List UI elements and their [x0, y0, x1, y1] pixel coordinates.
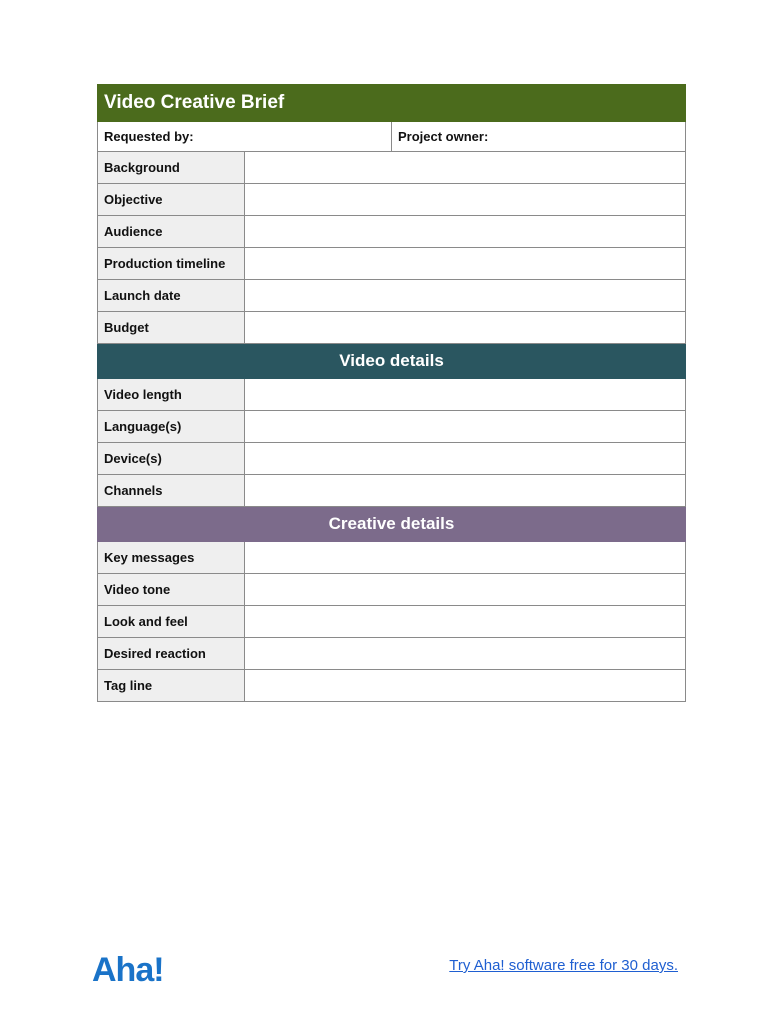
- video-length-value[interactable]: [245, 379, 686, 411]
- field-label: Audience: [98, 216, 245, 248]
- devices-value[interactable]: [245, 443, 686, 475]
- audience-value[interactable]: [245, 216, 686, 248]
- key-messages-value[interactable]: [245, 542, 686, 574]
- field-label: Desired reaction: [98, 638, 245, 670]
- creative-details-heading: Creative details: [98, 507, 686, 542]
- languages-value[interactable]: [245, 411, 686, 443]
- background-value[interactable]: [245, 152, 686, 184]
- field-label: Video tone: [98, 574, 245, 606]
- production-timeline-value[interactable]: [245, 248, 686, 280]
- aha-logo: Aha!: [92, 951, 164, 989]
- field-label: Key messages: [98, 542, 245, 574]
- field-label: Objective: [98, 184, 245, 216]
- brief-title: Video Creative Brief: [98, 85, 686, 122]
- field-label: Language(s): [98, 411, 245, 443]
- field-label: Tag line: [98, 670, 245, 702]
- tag-line-value[interactable]: [245, 670, 686, 702]
- channels-value[interactable]: [245, 475, 686, 507]
- desired-reaction-value[interactable]: [245, 638, 686, 670]
- field-label: Video length: [98, 379, 245, 411]
- field-label: Background: [98, 152, 245, 184]
- project-owner-field[interactable]: Project owner:: [392, 122, 686, 152]
- video-tone-value[interactable]: [245, 574, 686, 606]
- video-details-heading: Video details: [98, 344, 686, 379]
- objective-value[interactable]: [245, 184, 686, 216]
- field-label: Channels: [98, 475, 245, 507]
- field-label: Device(s): [98, 443, 245, 475]
- free-trial-link[interactable]: Try Aha! software free for 30 days.: [449, 957, 678, 974]
- field-label: Look and feel: [98, 606, 245, 638]
- budget-value[interactable]: [245, 312, 686, 344]
- look-and-feel-value[interactable]: [245, 606, 686, 638]
- field-label: Budget: [98, 312, 245, 344]
- requested-by-field[interactable]: Requested by:: [98, 122, 392, 152]
- field-label: Production timeline: [98, 248, 245, 280]
- creative-brief-table: [97, 84, 686, 702]
- launch-date-value[interactable]: [245, 280, 686, 312]
- field-label: Launch date: [98, 280, 245, 312]
